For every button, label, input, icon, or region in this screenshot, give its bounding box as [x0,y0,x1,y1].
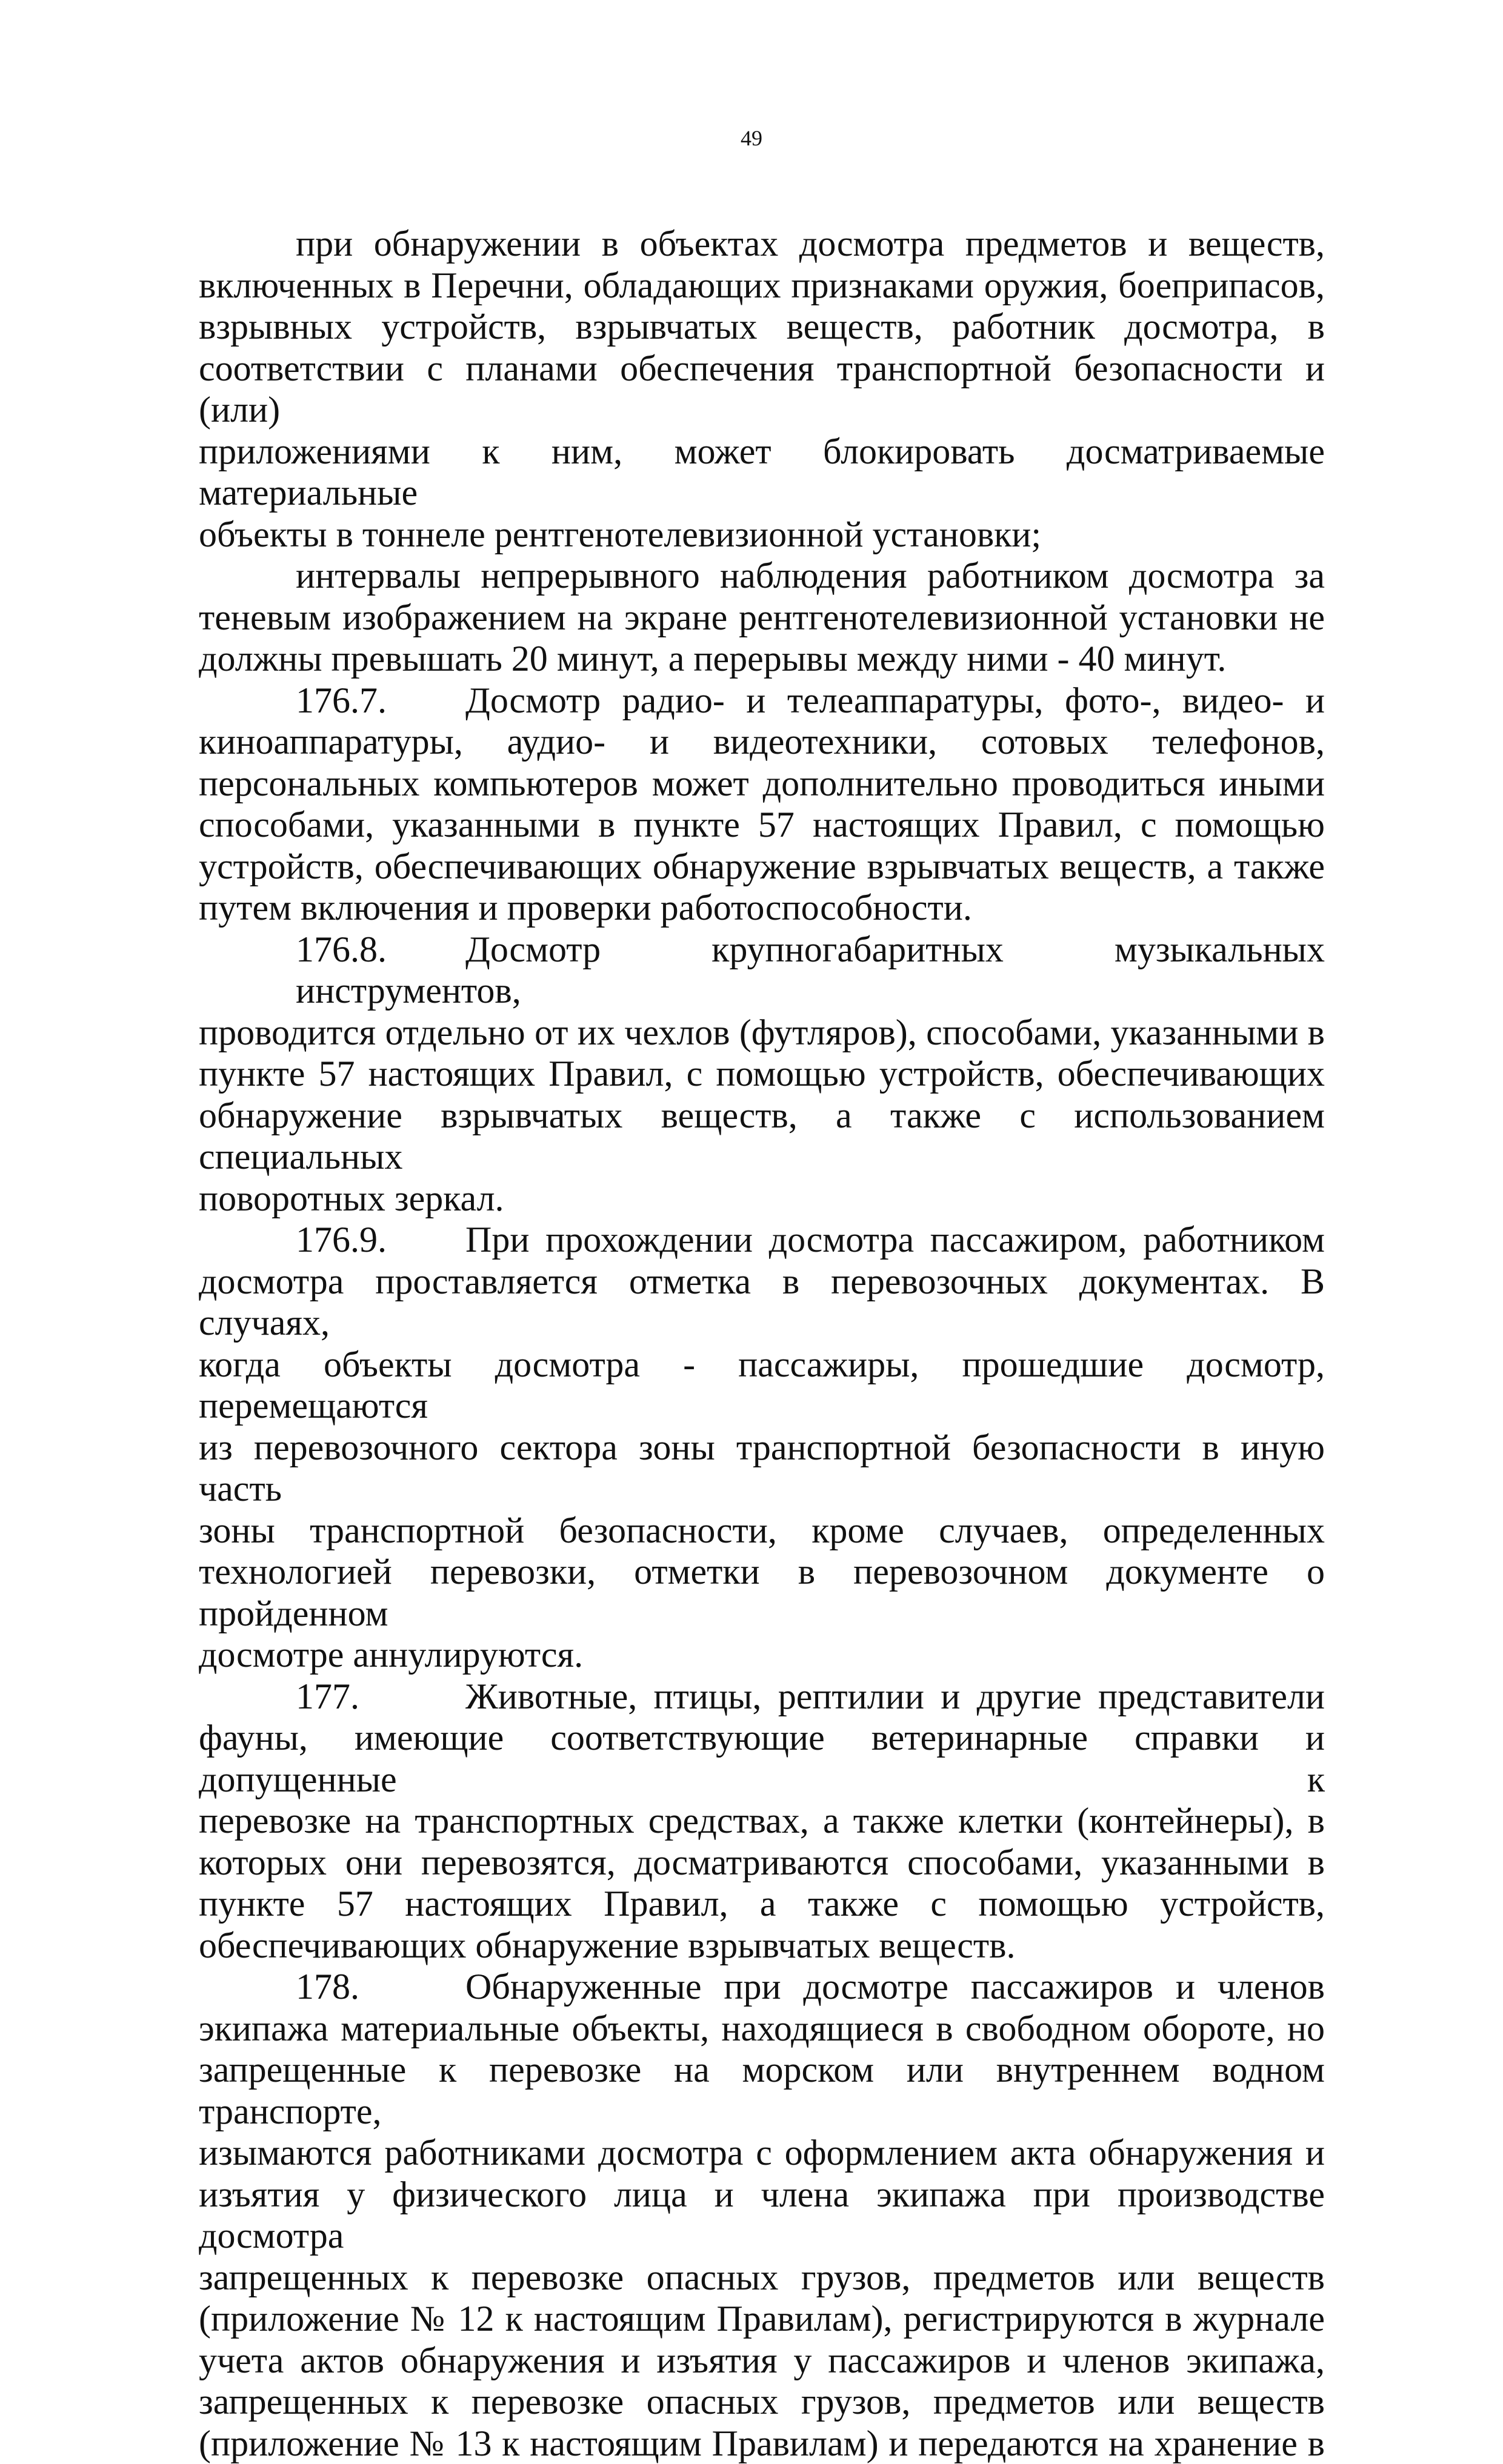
text-line: включенных в Перечни, обладающих признаками оружия, боеприпасов, [199,265,1325,307]
paragraph [199,555,1325,680]
numbered-paragraph [199,680,1325,929]
text-line: объекты в тоннеле рентгенотелевизионной установки; [199,514,1325,556]
text-line: запрещенных к перевозке опасных грузов, предметов или веществ [199,2381,1325,2423]
text-line: обнаружение взрывчатых веществ, а также с использованием специальных [199,1095,1325,1178]
text-line: изъятия у физического лица и члена экипажа при производстве досмотра [199,2174,1325,2257]
paragraph-first-line-text: Досмотр крупногабаритных музыкальных инструментов, [296,929,1325,1011]
numbered-paragraph [199,1966,1325,2464]
text-line [199,929,1325,1012]
text-line: (приложение № 12 к настоящим Правилам), регистрируются в журнале [199,2298,1325,2340]
text-line: интервалы непрерывного наблюдения работником досмотра за [199,555,1325,597]
paragraph [199,223,1325,555]
paragraph-number: 178. [296,1966,465,2008]
text-line: пункте 57 настоящих Правил, а также с помощью устройств, [199,1883,1325,1925]
text-line: персональных компьютеров может дополнительно проводиться иными [199,763,1325,805]
text-line [199,1676,1325,1718]
text-line: при обнаружении в объектах досмотра предметов и веществ, [199,223,1325,265]
text-line [199,1966,1325,2008]
text-line: соответствии с планами обеспечения транспортной безопасности и (или) [199,348,1325,431]
text-line: учета актов обнаружения и изъятия у пассажиров и членов экипажа, [199,2340,1325,2382]
text-line: устройств, обеспечивающих обнаружение взрывчатых веществ, а также [199,846,1325,888]
text-line: когда объекты досмотра - пассажиры, прошедшие досмотр, перемещаются [199,1344,1325,1427]
text-line: киноаппаратуры, аудио- и видеотехники, сотовых телефонов, [199,721,1325,763]
text-line: досмотра проставляется отметка в перевозочных документах. В случаях, [199,1261,1325,1344]
paragraph-first-line-text: Обнаруженные при досмотре пассажиров и членов [465,1967,1325,2007]
text-line [199,1219,1325,1261]
paragraph-number: 176.8. [296,929,465,971]
paragraph-number: 176.7. [296,680,465,722]
text-line: изымаются работниками досмотра с оформлением акта обнаружения и [199,2132,1325,2174]
numbered-paragraph [199,1219,1325,1676]
text-line: пункте 57 настоящих Правил, с помощью устройств, обеспечивающих [199,1053,1325,1095]
text-line: (приложение № 13 к настоящим Правилам) и передаются на хранение в [199,2423,1325,2464]
text-line: досмотре аннулируются. [199,1634,1325,1676]
text-line: зоны транспортной безопасности, кроме случаев, определенных [199,1510,1325,1552]
text-line: поворотных зеркал. [199,1178,1325,1220]
text-line: проводится отдельно от их чехлов (футляров), способами, указанными в [199,1012,1325,1054]
text-line: перевозке на транспортных средствах, а также клетки (контейнеры), в [199,1800,1325,1842]
text-line: обеспечивающих обнаружение взрывчатых веществ. [199,1925,1325,1967]
text-line: путем включения и проверки работоспособности. [199,887,1325,929]
text-line: запрещенных к перевозке опасных грузов, предметов или веществ [199,2257,1325,2299]
text-line: которых они перевозятся, досматриваются способами, указанными в [199,1842,1325,1884]
text-line: экипажа материальные объекты, находящиеся в свободном обороте, но [199,2008,1325,2050]
text-line: фауны, имеющие соответствующие ветеринарные справки и допущенные к [199,1717,1325,1800]
text-line: приложениями к ним, может блокировать досматриваемые материальные [199,431,1325,514]
paragraph-first-line-text: Досмотр радио- и телеаппаратуры, фото-, видео- и [465,680,1325,720]
text-line: из перевозочного сектора зоны транспортной безопасности в иную часть [199,1427,1325,1510]
paragraph-number: 176.9. [296,1219,465,1261]
text-line: должны превышать 20 минут, а перерывы между ними - 40 минут. [199,638,1325,680]
document-body [199,223,1325,2464]
text-line [199,680,1325,722]
text-line: взрывных устройств, взрывчатых веществ, работник досмотра, в [199,306,1325,348]
paragraph-first-line-text: Животные, птицы, рептилии и другие представители [465,1676,1325,1716]
numbered-paragraph [199,929,1325,1220]
paragraph-number: 177. [296,1676,465,1718]
text-line: способами, указанными в пункте 57 настоящих Правил, с помощью [199,804,1325,846]
text-line: технологией перевозки, отметки в перевозочном документе о пройденном [199,1551,1325,1634]
text-line: теневым изображением на экране рентгенотелевизионной установки не [199,597,1325,639]
paragraph-first-line-text: При прохождении досмотра пассажиром, работником [465,1220,1325,1260]
numbered-paragraph [199,1676,1325,1967]
text-line: запрещенные к перевозке на морском или внутреннем водном транспорте, [199,2049,1325,2132]
page-number: 49 [0,126,1503,150]
